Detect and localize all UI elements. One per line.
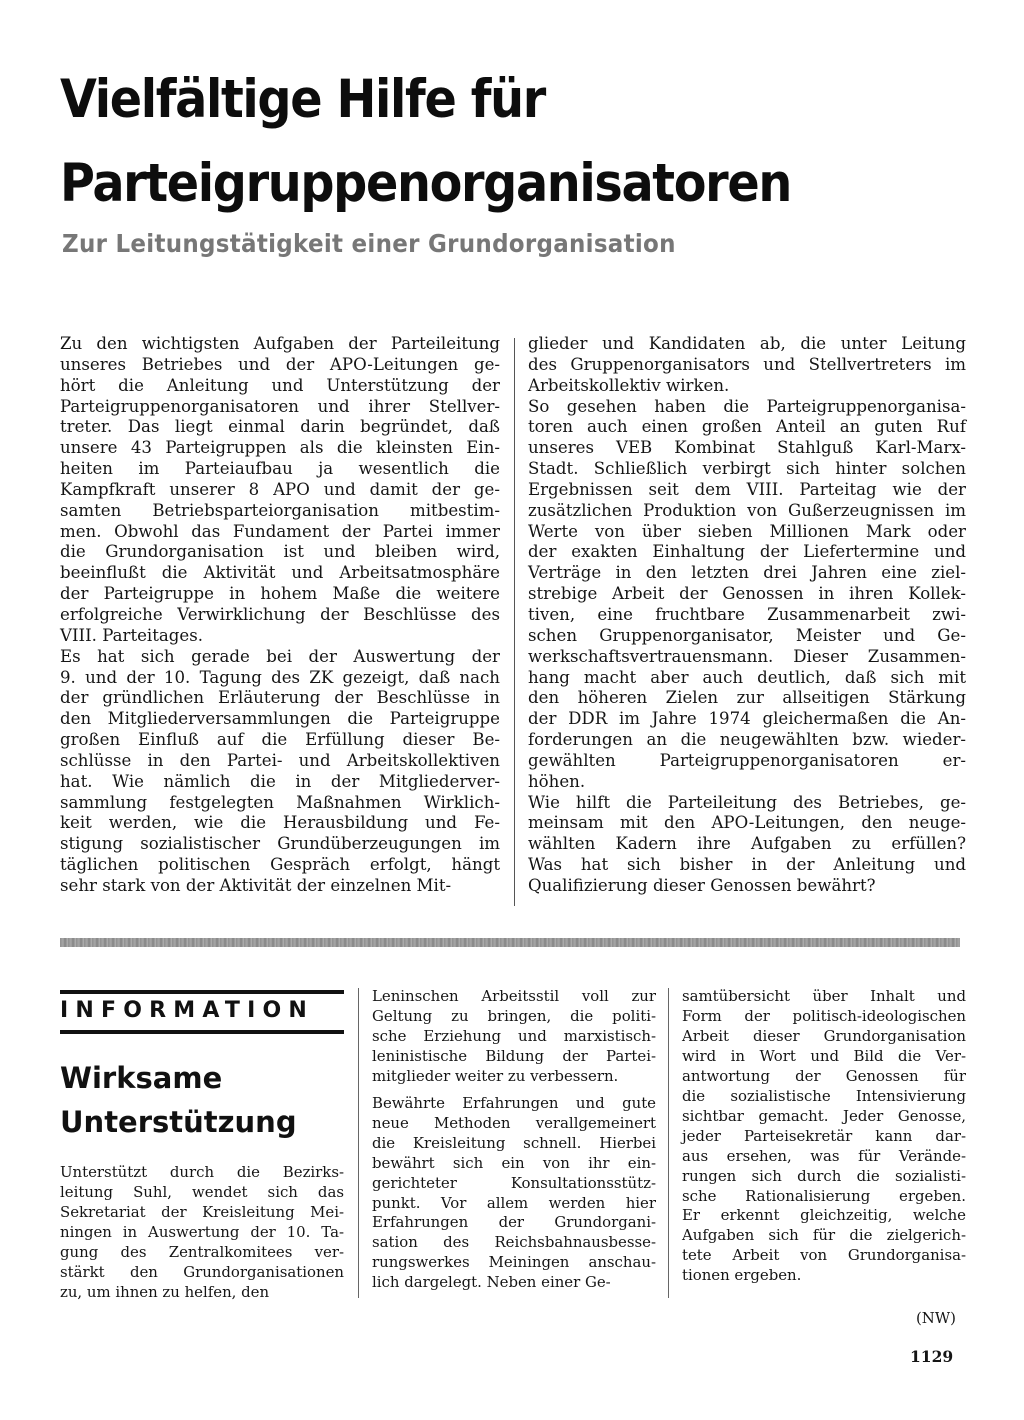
text-line: die Grundorganisation ist und bleiben wird, bbox=[60, 542, 500, 562]
text-line: stärkt den Grundorganisationen bbox=[60, 1262, 344, 1281]
text-line: samtübersicht über Inhalt und bbox=[682, 987, 966, 1005]
text-line: sammlung festgelegten Maßnahmen Wirklich- bbox=[60, 792, 500, 812]
text-line: großen Einfluß auf die Erfüllung dieser Be- bbox=[60, 730, 500, 750]
article-right-column bbox=[528, 334, 966, 897]
text-line: sation des Reichsbahnausbesse- bbox=[372, 1233, 656, 1252]
text-line: Unterstützt durch die Bezirks- bbox=[60, 1163, 344, 1181]
text-line: rungen sich durch die sozialisti- bbox=[682, 1166, 966, 1185]
text-line: zusätzlichen Produktion von Gußerzeugnissen im bbox=[528, 500, 966, 520]
text-line: Qualifizierung dieser Genossen bewährt? bbox=[528, 875, 876, 895]
info-rule-bottom bbox=[60, 1030, 344, 1034]
paragraph-gap bbox=[372, 1087, 656, 1094]
text-line: den Mitgliederversammlungen die Parteigruppe bbox=[60, 709, 500, 729]
text-line: hört die Anleitung und Unterstützung der bbox=[60, 375, 500, 395]
text-line: schlüsse in den Partei- und Arbeitskollektiven bbox=[60, 750, 500, 770]
text-line: Arbeit dieser Grundorganisation bbox=[682, 1026, 966, 1045]
text-line: strebige Arbeit der Genossen in ihren Kollek- bbox=[528, 584, 966, 604]
info-heading-line-1: Wirksame bbox=[60, 1061, 223, 1095]
text-line: der DDR im Jahre 1974 gleichermaßen die An- bbox=[528, 709, 966, 729]
text-line: mitglieder weiter zu verbessern. bbox=[372, 1066, 619, 1085]
text-line: bewährt sich ein von ihr ein- bbox=[372, 1153, 656, 1172]
text-line: neue Methoden verallgemeinert bbox=[372, 1113, 656, 1132]
info-column-divider-2 bbox=[668, 988, 669, 1298]
text-line: den höheren Zielen zur allseitigen Stärkung bbox=[528, 688, 966, 708]
author-signature: (NW) bbox=[916, 1309, 956, 1327]
text-line: leninistische Bildung der Partei- bbox=[372, 1046, 656, 1065]
text-line: gerichteter Konsultationsstütz- bbox=[372, 1173, 656, 1192]
text-line: jeder Parteisekretär kann dar- bbox=[682, 1126, 966, 1145]
text-line: werkschaftsvertrauensmann. Dieser Zusammen- bbox=[528, 646, 966, 666]
text-line: forderungen an die neugewählten bzw. wieder- bbox=[528, 730, 966, 750]
text-line: hang macht aber auch deutlich, daß sich mit bbox=[528, 667, 966, 687]
text-line: Leninschen Arbeitsstil voll zur bbox=[372, 987, 656, 1005]
text-line: tionen ergeben. bbox=[682, 1266, 802, 1285]
article-subtitle: Zur Leitungstätigkeit einer Grundorganisation bbox=[62, 229, 676, 258]
column-divider bbox=[514, 338, 515, 906]
text-line: wird in Wort und Bild die Ver- bbox=[682, 1046, 966, 1065]
information-heading bbox=[60, 1056, 297, 1144]
text-line: men. Obwohl das Fundament der Partei immer bbox=[60, 521, 500, 541]
text-line: So gesehen haben die Parteigruppenorganisa- bbox=[528, 396, 966, 416]
information-label: INFORMATION bbox=[60, 998, 314, 1023]
text-line: Zu den wichtigsten Aufgaben der Parteileitung bbox=[60, 334, 500, 353]
section-separator bbox=[60, 938, 960, 947]
text-line: beeinflußt die Aktivität und Arbeitsatmosphäre bbox=[60, 563, 500, 583]
text-line: Kampfkraft unserer 8 APO und damit der ge- bbox=[60, 479, 500, 499]
text-line: Verträge in den letzten drei Jahren eine ziel- bbox=[528, 563, 966, 583]
text-line: schen Gruppenorganisator, Meister und Ge- bbox=[528, 625, 966, 645]
text-line: unsere 43 Parteigruppen als die kleinsten Ein- bbox=[60, 438, 500, 458]
text-line: wählten Kadern ihre Aufgaben zu erfüllen? bbox=[528, 834, 966, 854]
text-line: Bewährte Erfahrungen und gute bbox=[372, 1093, 656, 1112]
text-line: Stadt. Schließlich verbirgt sich hinter solchen bbox=[528, 459, 966, 479]
text-line: heiten im Parteiaufbau ja wesentlich die bbox=[60, 459, 500, 479]
information-column-3 bbox=[682, 987, 966, 1286]
text-line: antwortung der Genossen für bbox=[682, 1066, 966, 1085]
text-line: Ergebnissen seit dem VIII. Parteitag wie der bbox=[528, 479, 966, 499]
text-line: Form der politisch-ideologischen bbox=[682, 1006, 966, 1025]
text-line: Was hat sich bisher in der Anleitung und bbox=[528, 855, 966, 875]
title-line-1: Vielfältige Hilfe für bbox=[60, 69, 545, 130]
text-line: hat. Wie nämlich die in der Mitgliederver- bbox=[60, 771, 500, 791]
text-line: unseres Betriebes und der APO-Leitungen ge- bbox=[60, 354, 500, 374]
info-column-divider-1 bbox=[358, 988, 359, 1298]
text-line: meinsam mit den APO-Leitungen, den neuge- bbox=[528, 813, 966, 833]
information-column-2 bbox=[372, 987, 656, 1293]
text-line: sche Rationalisierung ergeben. bbox=[682, 1186, 966, 1205]
text-line: sehr stark von der Aktivität der einzelnen Mit- bbox=[60, 875, 452, 895]
text-line: Erfahrungen der Grundorgani- bbox=[372, 1213, 656, 1232]
text-line: glieder und Kandidaten ab, die unter Leitung bbox=[528, 334, 966, 353]
article-left-column bbox=[60, 334, 500, 897]
info-rule-top bbox=[60, 990, 344, 994]
text-line: Es hat sich gerade bei der Auswertung der bbox=[60, 646, 500, 666]
text-line: der gründlichen Erläuterung der Beschlüsse in bbox=[60, 688, 500, 708]
text-line: keit werden, wie die Herausbildung und Fe- bbox=[60, 813, 500, 833]
information-column-1 bbox=[60, 1163, 344, 1303]
text-line: lich dargelegt. Neben einer Ge- bbox=[372, 1273, 611, 1292]
text-line: toren auch einen großen Anteil an guten Ruf bbox=[528, 417, 966, 437]
title-line-2: Parteigruppenorganisatoren bbox=[60, 153, 791, 214]
info-heading-line-2: Unterstützung bbox=[60, 1105, 297, 1139]
text-line: treter. Das liegt einmal darin begründet, daß bbox=[60, 417, 500, 437]
text-line: der Parteigruppe in hohem Maße die weitere bbox=[60, 584, 500, 604]
text-line: sichtbar gemacht. Jeder Genosse, bbox=[682, 1106, 966, 1125]
text-line: punkt. Vor allem werden hier bbox=[372, 1193, 656, 1212]
text-line: aus ersehen, was für Verände- bbox=[682, 1146, 966, 1165]
text-line: die sozialistische Intensivierung bbox=[682, 1086, 966, 1105]
text-line: der exakten Einhaltung der Liefertermine und bbox=[528, 542, 966, 562]
text-line: Parteigruppenorganisatoren und ihrer Stellver- bbox=[60, 396, 500, 416]
text-line: Wie hilft die Parteileitung des Betriebes, ge- bbox=[528, 792, 966, 812]
text-line: Sekretariat der Kreisleitung Mei- bbox=[60, 1202, 344, 1221]
text-line: Er erkennt gleichzeitig, welche bbox=[682, 1206, 966, 1225]
text-line: gewählten Parteigruppenorganisatoren er- bbox=[528, 750, 966, 770]
text-line: gung des Zentralkomitees ver- bbox=[60, 1242, 344, 1261]
text-line: Geltung zu bringen, die politi- bbox=[372, 1006, 656, 1025]
text-line: samten Betriebsparteiorganisation mitbestim- bbox=[60, 500, 500, 520]
text-line: Aufgaben sich für die zielgerich- bbox=[682, 1226, 966, 1245]
page-number: 1129 bbox=[910, 1347, 954, 1366]
text-line: 9. und der 10. Tagung des ZK gezeigt, daß nach bbox=[60, 667, 500, 687]
text-line: höhen. bbox=[528, 771, 586, 791]
text-line: Werte von über sieben Millionen Mark oder bbox=[528, 521, 966, 541]
text-line: rungswerkes Meiningen anschau- bbox=[372, 1253, 656, 1272]
text-line: erfolgreiche Verwirklichung der Beschlüsse des bbox=[60, 604, 500, 624]
text-line: Arbeitskollektiv wirken. bbox=[528, 375, 730, 395]
text-line: des Gruppenorganisators und Stellvertreters im bbox=[528, 354, 966, 374]
text-line: die Kreisleitung schnell. Hierbei bbox=[372, 1133, 656, 1152]
text-line: VIII. Parteitages. bbox=[60, 625, 204, 645]
text-line: stigung sozialistischer Grundüberzeugungen im bbox=[60, 834, 500, 854]
text-line: täglichen politischen Gespräch erfolgt, hängt bbox=[60, 855, 500, 875]
text-line: unseres VEB Kombinat Stahlguß Karl-Marx- bbox=[528, 438, 966, 458]
article-title bbox=[60, 58, 870, 226]
text-line: tete Arbeit von Grundorganisa- bbox=[682, 1246, 966, 1265]
text-line: zu, um ihnen zu helfen, den bbox=[60, 1282, 270, 1301]
text-line: ningen in Auswertung der 10. Ta- bbox=[60, 1222, 344, 1241]
text-line: sche Erziehung und marxistisch- bbox=[372, 1026, 656, 1045]
text-line: leitung Suhl, wendet sich das bbox=[60, 1182, 344, 1201]
text-line: tiven, eine fruchtbare Zusammenarbeit zwi- bbox=[528, 604, 966, 624]
